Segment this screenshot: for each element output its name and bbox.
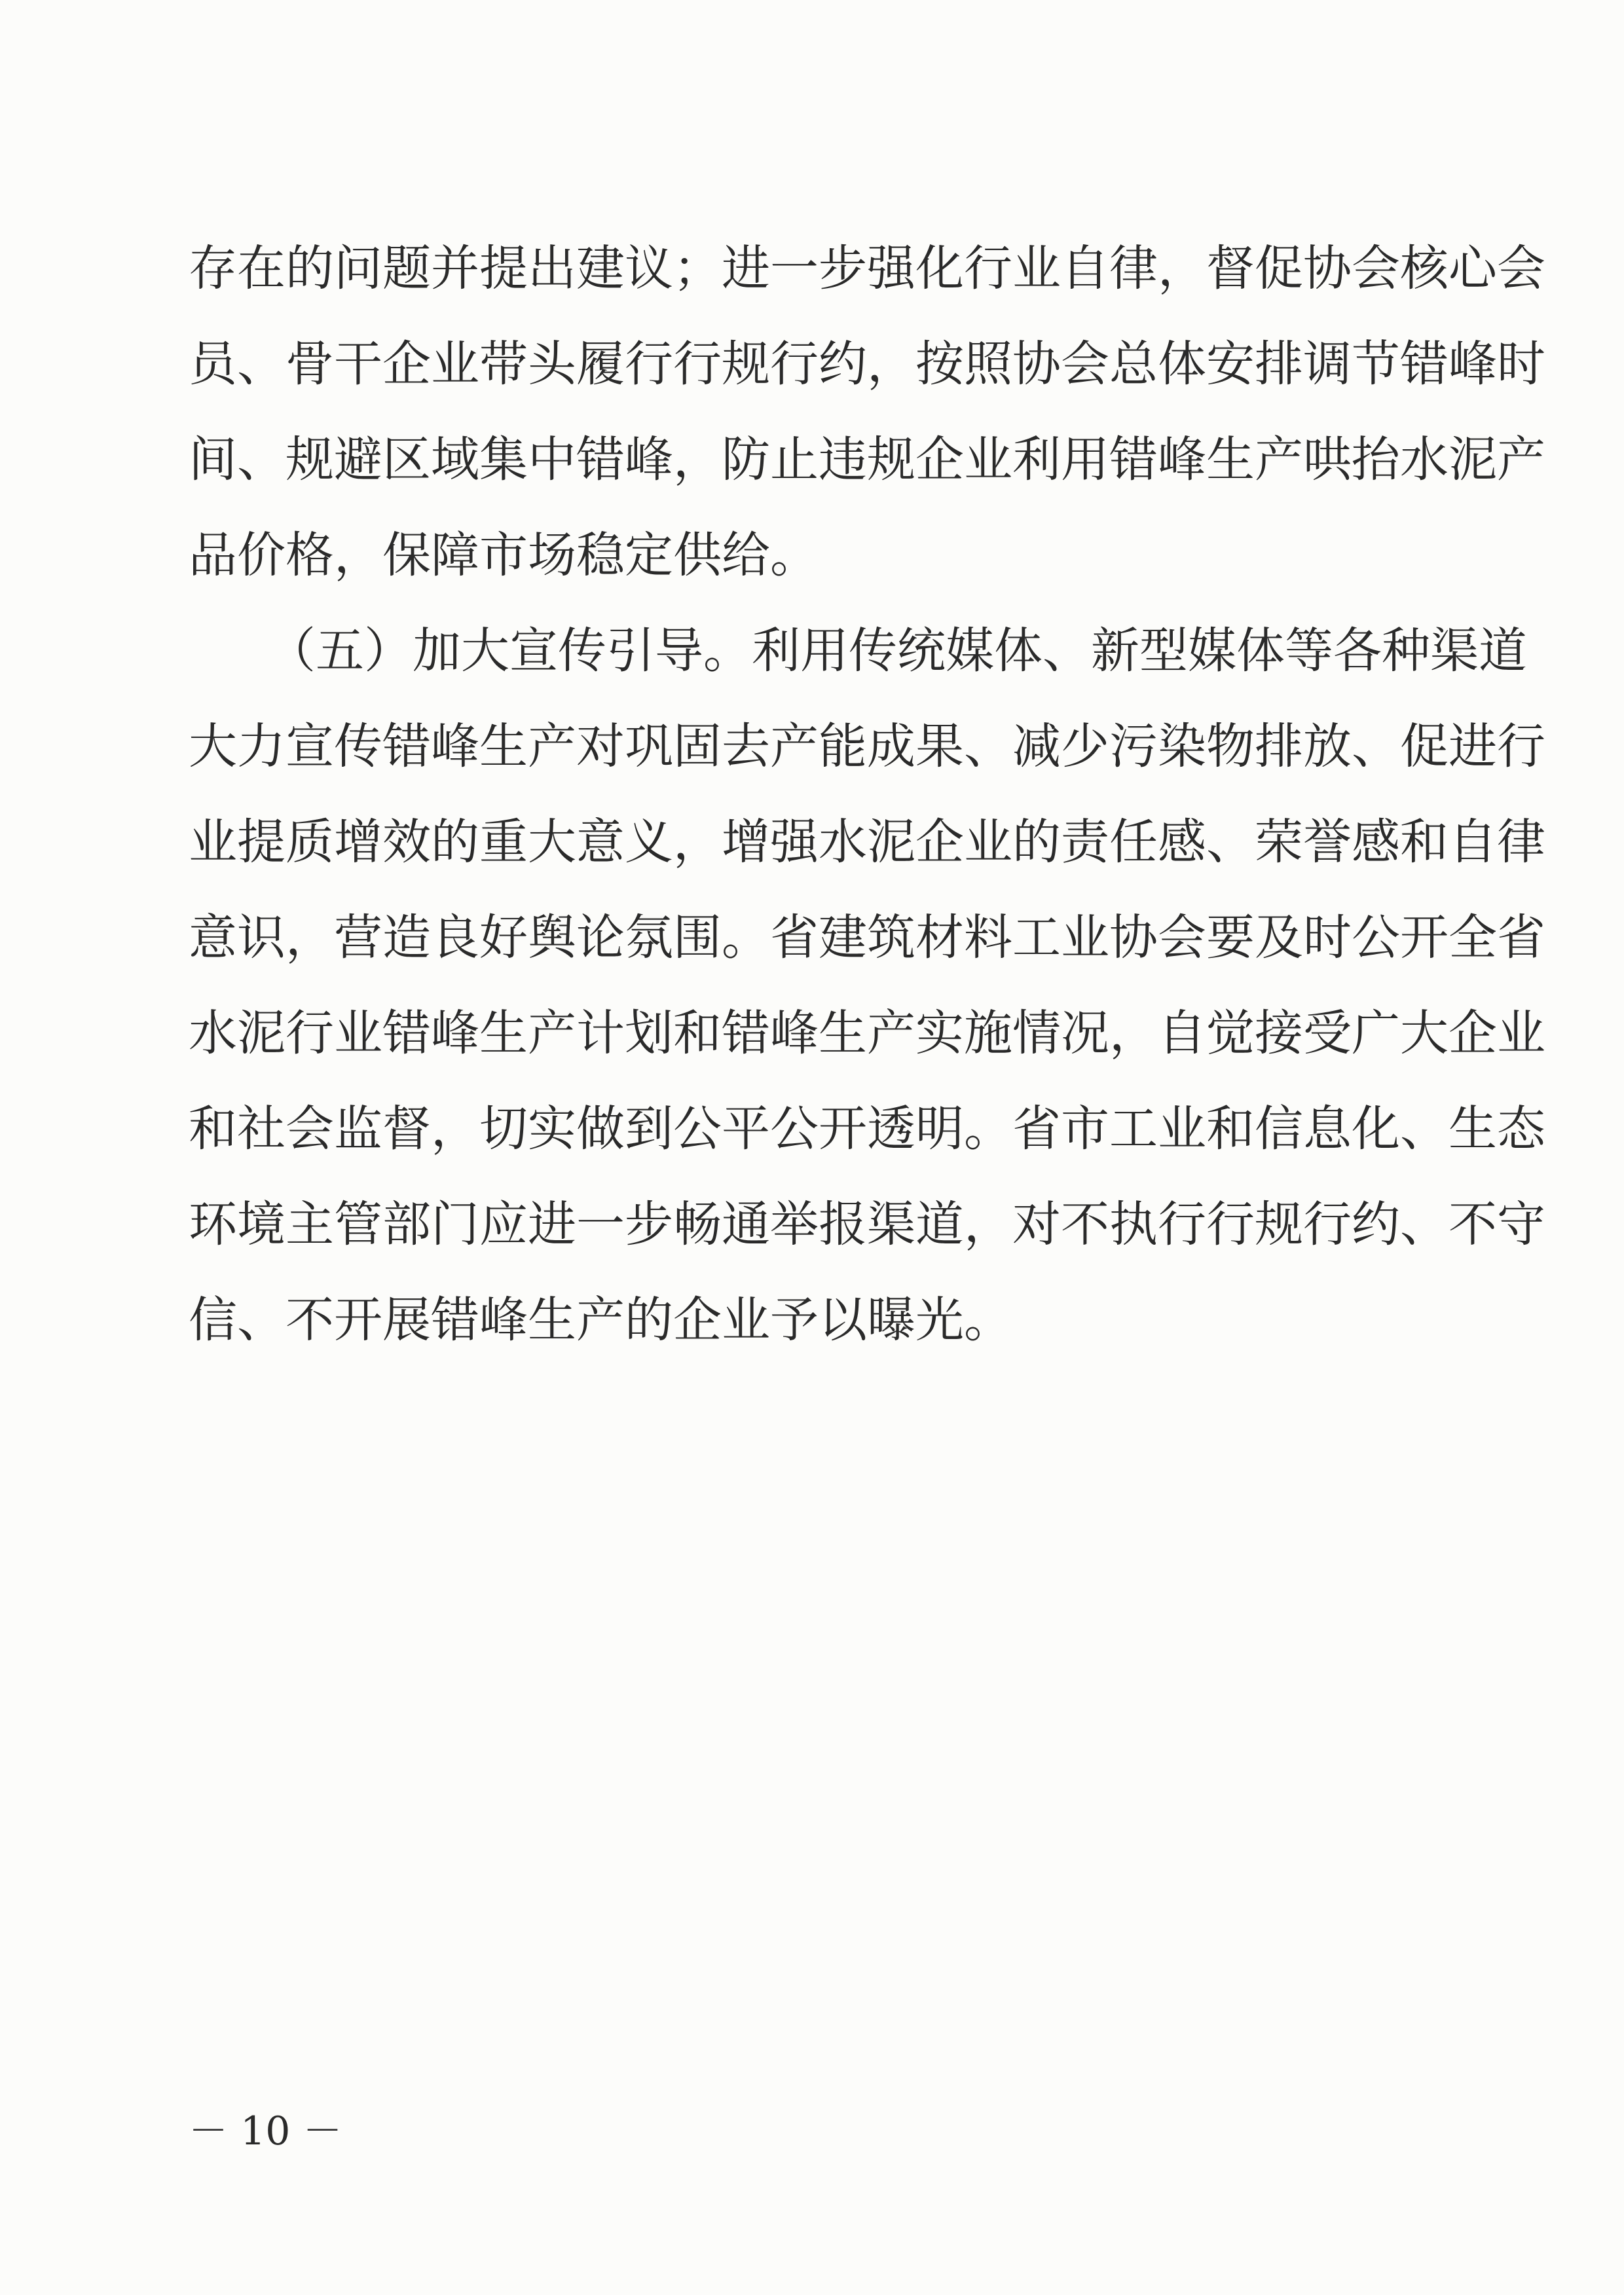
- text-line: 品价格，保障市场稳定供给。: [189, 527, 819, 583]
- section-heading-line: （五）加大宣传引导。利用传统媒体、新型媒体等各种渠道: [267, 623, 1527, 679]
- text-line: 大力宣传错峰生产对巩固去产能成果、减少污染物排放、促进行: [189, 718, 1545, 775]
- text-line: 业提质增效的重大意义，增强水泥企业的责任感、荣誉感和自律: [189, 814, 1545, 870]
- text-line: 和社会监督，切实做到公平公开透明。省市工业和信息化、生态: [189, 1101, 1545, 1157]
- text-line: 水泥行业错峰生产计划和错峰生产实施情况，自觉接受广大企业: [189, 1005, 1545, 1061]
- text-line: 员、骨干企业带头履行行规行约，按照协会总体安排调节错峰时: [189, 336, 1545, 392]
- text-line: 意识，营造良好舆论氛围。省建筑材料工业协会要及时公开全省: [189, 909, 1545, 966]
- page-number: － 10 －: [189, 2108, 342, 2154]
- text-line: 存在的问题并提出建议；进一步强化行业自律，督促协会核心会: [189, 240, 1545, 297]
- text-line: 环境主管部门应进一步畅通举报渠道，对不执行行规行约、不守: [189, 1196, 1545, 1253]
- text-line: 间、规避区域集中错峰，防止违规企业利用错峰生产哄抬水泥产: [189, 431, 1545, 488]
- text-line: 信、不开展错峰生产的企业予以曝光。: [189, 1292, 1012, 1348]
